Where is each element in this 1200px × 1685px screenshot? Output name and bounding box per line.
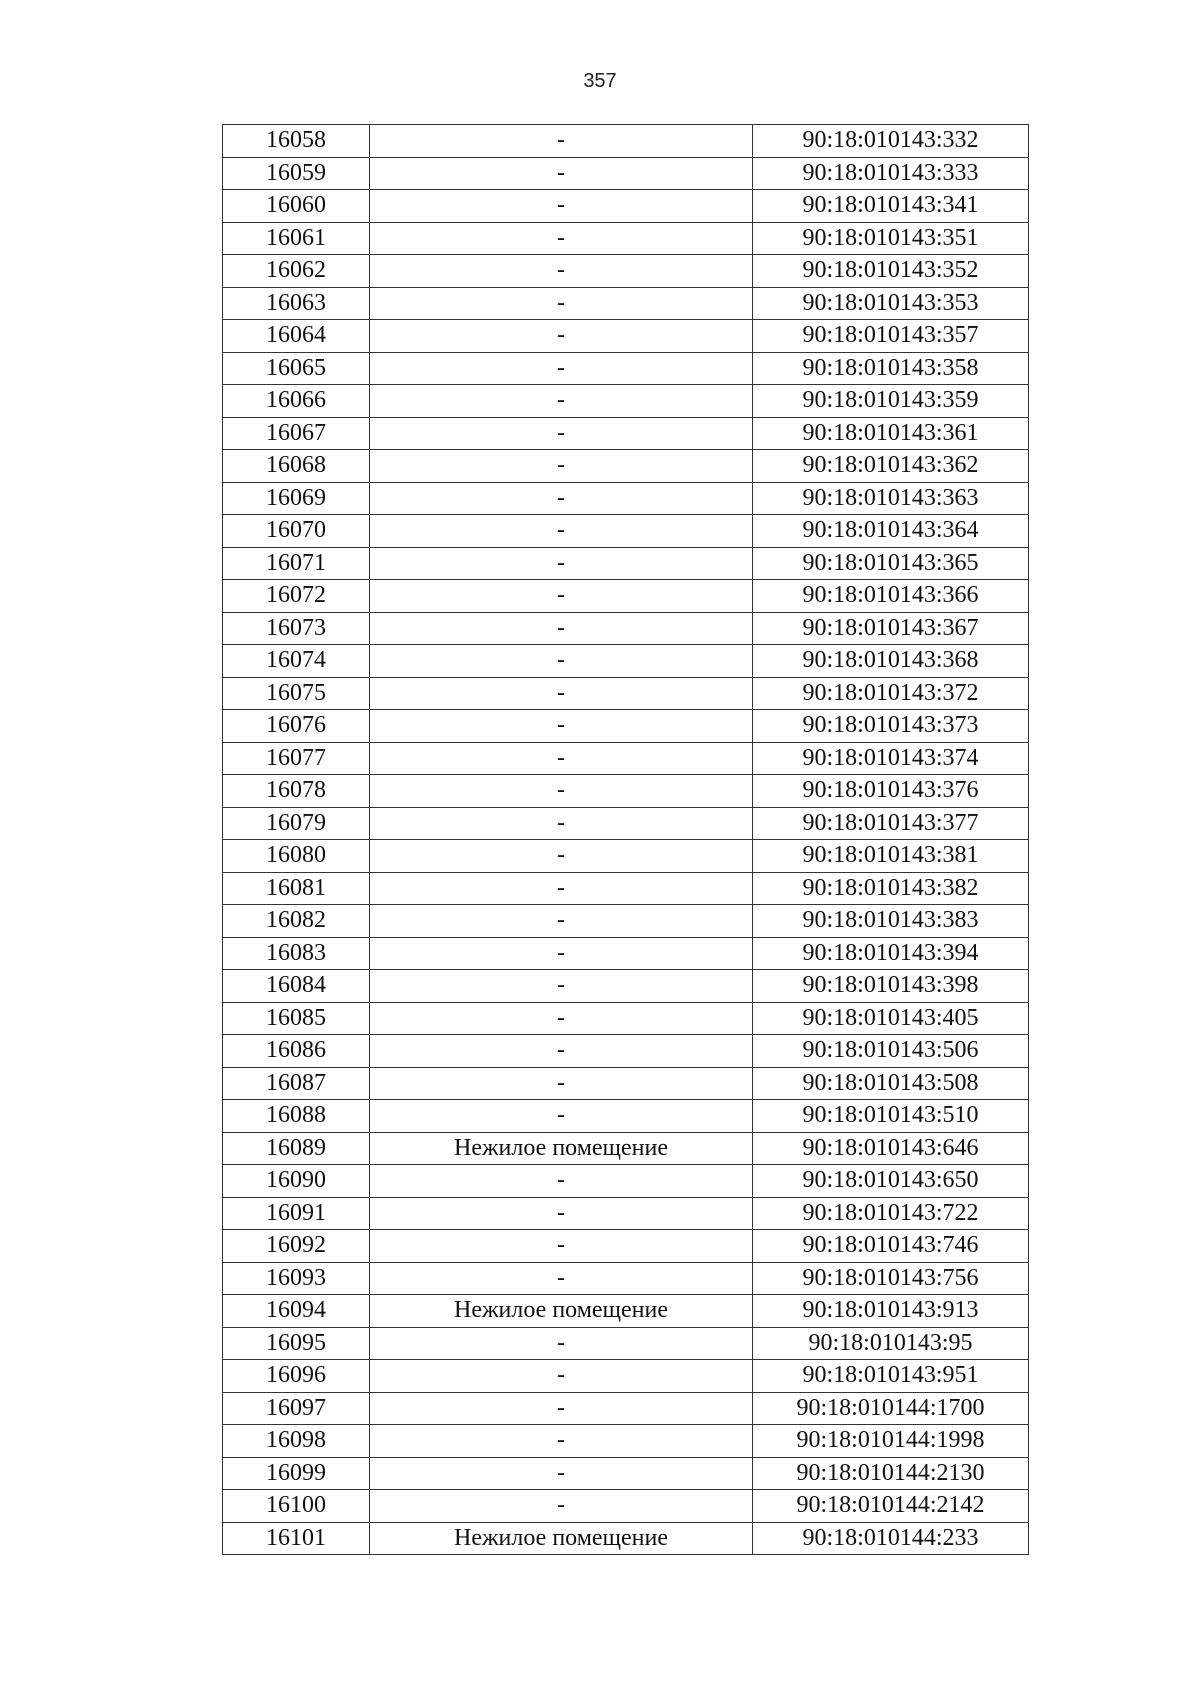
table-row — [223, 482, 1029, 515]
object-type-cell: - — [370, 190, 753, 223]
table-row — [223, 1002, 1029, 1035]
cadastral-number-cell: 90:18:010143:95 — [753, 1327, 1029, 1360]
object-type-cell: - — [370, 807, 753, 840]
cadastral-number-cell: 90:18:010143:358 — [753, 352, 1029, 385]
table-row — [223, 1067, 1029, 1100]
object-type-cell: - — [370, 222, 753, 255]
row-number-cell: 16083 — [223, 937, 370, 970]
table-row — [223, 677, 1029, 710]
cadastral-number-cell: 90:18:010143:405 — [753, 1002, 1029, 1035]
row-number-cell: 16081 — [223, 872, 370, 905]
cadastral-number-cell: 90:18:010143:746 — [753, 1230, 1029, 1263]
row-number-cell: 16079 — [223, 807, 370, 840]
table-row — [223, 970, 1029, 1003]
object-type-cell: - — [370, 1327, 753, 1360]
object-type-cell: - — [370, 1067, 753, 1100]
row-number-cell: 16078 — [223, 775, 370, 808]
row-number-cell: 16074 — [223, 645, 370, 678]
cadastral-table — [222, 124, 1029, 1555]
object-type-cell: - — [370, 352, 753, 385]
object-type-cell: - — [370, 580, 753, 613]
table-row — [223, 1035, 1029, 1068]
cadastral-number-cell: 90:18:010143:353 — [753, 287, 1029, 320]
object-type-cell: - — [370, 1392, 753, 1425]
object-type-cell: - — [370, 937, 753, 970]
object-type-cell: - — [370, 872, 753, 905]
object-type-cell: - — [370, 287, 753, 320]
cadastral-number-cell: 90:18:010143:650 — [753, 1165, 1029, 1198]
table-row — [223, 905, 1029, 938]
row-number-cell: 16080 — [223, 840, 370, 873]
object-type-cell: - — [370, 125, 753, 158]
table-row — [223, 125, 1029, 158]
table-row — [223, 1490, 1029, 1523]
row-number-cell: 16072 — [223, 580, 370, 613]
cadastral-number-cell: 90:18:010143:373 — [753, 710, 1029, 743]
cadastral-number-cell: 90:18:010143:359 — [753, 385, 1029, 418]
object-type-cell: - — [370, 1035, 753, 1068]
row-number-cell: 16063 — [223, 287, 370, 320]
cadastral-number-cell: 90:18:010143:377 — [753, 807, 1029, 840]
cadastral-number-cell: 90:18:010143:332 — [753, 125, 1029, 158]
cadastral-number-cell: 90:18:010143:333 — [753, 157, 1029, 190]
table-row — [223, 385, 1029, 418]
row-number-cell: 16087 — [223, 1067, 370, 1100]
cadastral-number-cell: 90:18:010143:722 — [753, 1197, 1029, 1230]
object-type-cell: - — [370, 482, 753, 515]
cadastral-number-cell: 90:18:010143:398 — [753, 970, 1029, 1003]
row-number-cell: 16077 — [223, 742, 370, 775]
table-row — [223, 1327, 1029, 1360]
row-number-cell: 16069 — [223, 482, 370, 515]
cadastral-number-cell: 90:18:010143:362 — [753, 450, 1029, 483]
row-number-cell: 16073 — [223, 612, 370, 645]
cadastral-number-cell: 90:18:010144:1998 — [753, 1425, 1029, 1458]
row-number-cell: 16062 — [223, 255, 370, 288]
cadastral-number-cell: 90:18:010143:364 — [753, 515, 1029, 548]
table-row — [223, 547, 1029, 580]
row-number-cell: 16095 — [223, 1327, 370, 1360]
table-row — [223, 287, 1029, 320]
object-type-cell: - — [370, 1425, 753, 1458]
table-row — [223, 255, 1029, 288]
row-number-cell: 16061 — [223, 222, 370, 255]
table-row — [223, 612, 1029, 645]
object-type-cell: - — [370, 1100, 753, 1133]
table-row — [223, 1295, 1029, 1328]
cadastral-number-cell: 90:18:010143:381 — [753, 840, 1029, 873]
row-number-cell: 16090 — [223, 1165, 370, 1198]
object-type-cell: - — [370, 1230, 753, 1263]
page-number: 357 — [583, 70, 617, 92]
object-type-cell: - — [370, 905, 753, 938]
table-row — [223, 1425, 1029, 1458]
table-row — [223, 1197, 1029, 1230]
row-number-cell: 16086 — [223, 1035, 370, 1068]
cadastral-number-cell: 90:18:010144:2142 — [753, 1490, 1029, 1523]
object-type-cell: - — [370, 1262, 753, 1295]
object-type-cell: - — [370, 677, 753, 710]
cadastral-number-cell: 90:18:010143:351 — [753, 222, 1029, 255]
row-number-cell: 16100 — [223, 1490, 370, 1523]
object-type-cell: - — [370, 1360, 753, 1393]
row-number-cell: 16058 — [223, 125, 370, 158]
cadastral-number-cell: 90:18:010143:376 — [753, 775, 1029, 808]
table-row — [223, 872, 1029, 905]
table-row — [223, 775, 1029, 808]
object-type-cell: - — [370, 320, 753, 353]
table-row — [223, 1262, 1029, 1295]
row-number-cell: 16067 — [223, 417, 370, 450]
table-row — [223, 1522, 1029, 1555]
table-row — [223, 1457, 1029, 1490]
cadastral-number-cell: 90:18:010143:361 — [753, 417, 1029, 450]
row-number-cell: 16070 — [223, 515, 370, 548]
cadastral-number-cell: 90:18:010143:341 — [753, 190, 1029, 223]
table-row — [223, 450, 1029, 483]
table-row — [223, 1392, 1029, 1425]
object-type-cell: - — [370, 645, 753, 678]
object-type-cell: - — [370, 1165, 753, 1198]
table-row — [223, 937, 1029, 970]
object-type-cell: - — [370, 255, 753, 288]
cadastral-number-cell: 90:18:010143:366 — [753, 580, 1029, 613]
object-type-cell: Нежилое помещение — [370, 1295, 753, 1328]
cadastral-number-cell: 90:18:010143:382 — [753, 872, 1029, 905]
cadastral-number-cell: 90:18:010144:1700 — [753, 1392, 1029, 1425]
table-row — [223, 840, 1029, 873]
object-type-cell: Нежилое помещение — [370, 1132, 753, 1165]
object-type-cell: - — [370, 547, 753, 580]
table-row — [223, 1165, 1029, 1198]
row-number-cell: 16085 — [223, 1002, 370, 1035]
row-number-cell: 16097 — [223, 1392, 370, 1425]
object-type-cell: - — [370, 385, 753, 418]
cadastral-number-cell: 90:18:010143:506 — [753, 1035, 1029, 1068]
table-row — [223, 417, 1029, 450]
cadastral-number-cell: 90:18:010144:2130 — [753, 1457, 1029, 1490]
object-type-cell: - — [370, 1457, 753, 1490]
cadastral-number-cell: 90:18:010143:352 — [753, 255, 1029, 288]
cadastral-number-cell: 90:18:010143:374 — [753, 742, 1029, 775]
object-type-cell: - — [370, 742, 753, 775]
table-row — [223, 1132, 1029, 1165]
object-type-cell: Нежилое помещение — [370, 1522, 753, 1555]
object-type-cell: - — [370, 417, 753, 450]
table-row — [223, 1360, 1029, 1393]
row-number-cell: 16098 — [223, 1425, 370, 1458]
table-row — [223, 515, 1029, 548]
table-row — [223, 1230, 1029, 1263]
cadastral-number-cell: 90:18:010143:365 — [753, 547, 1029, 580]
cadastral-number-cell: 90:18:010143:510 — [753, 1100, 1029, 1133]
row-number-cell: 16066 — [223, 385, 370, 418]
table-row — [223, 1100, 1029, 1133]
cadastral-number-cell: 90:18:010143:357 — [753, 320, 1029, 353]
row-number-cell: 16084 — [223, 970, 370, 1003]
row-number-cell: 16096 — [223, 1360, 370, 1393]
row-number-cell: 16093 — [223, 1262, 370, 1295]
cadastral-number-cell: 90:18:010143:913 — [753, 1295, 1029, 1328]
table-row — [223, 157, 1029, 190]
cadastral-number-cell: 90:18:010143:372 — [753, 677, 1029, 710]
row-number-cell: 16059 — [223, 157, 370, 190]
table-row — [223, 645, 1029, 678]
table-row — [223, 190, 1029, 223]
table-row — [223, 742, 1029, 775]
row-number-cell: 16089 — [223, 1132, 370, 1165]
cadastral-number-cell: 90:18:010143:367 — [753, 612, 1029, 645]
cadastral-number-cell: 90:18:010143:646 — [753, 1132, 1029, 1165]
object-type-cell: - — [370, 612, 753, 645]
table-row — [223, 710, 1029, 743]
row-number-cell: 16075 — [223, 677, 370, 710]
object-type-cell: - — [370, 710, 753, 743]
cadastral-number-cell: 90:18:010143:951 — [753, 1360, 1029, 1393]
cadastral-number-cell: 90:18:010143:756 — [753, 1262, 1029, 1295]
table-row — [223, 352, 1029, 385]
object-type-cell: - — [370, 775, 753, 808]
object-type-cell: - — [370, 450, 753, 483]
table-row — [223, 320, 1029, 353]
row-number-cell: 16099 — [223, 1457, 370, 1490]
object-type-cell: - — [370, 515, 753, 548]
row-number-cell: 16076 — [223, 710, 370, 743]
row-number-cell: 16068 — [223, 450, 370, 483]
row-number-cell: 16065 — [223, 352, 370, 385]
object-type-cell: - — [370, 157, 753, 190]
row-number-cell: 16094 — [223, 1295, 370, 1328]
row-number-cell: 16088 — [223, 1100, 370, 1133]
table-body — [223, 125, 1029, 1555]
table-row — [223, 580, 1029, 613]
object-type-cell: - — [370, 1002, 753, 1035]
row-number-cell: 16101 — [223, 1522, 370, 1555]
row-number-cell: 16064 — [223, 320, 370, 353]
row-number-cell: 16071 — [223, 547, 370, 580]
cadastral-number-cell: 90:18:010144:233 — [753, 1522, 1029, 1555]
object-type-cell: - — [370, 840, 753, 873]
row-number-cell: 16082 — [223, 905, 370, 938]
object-type-cell: - — [370, 1197, 753, 1230]
cadastral-number-cell: 90:18:010143:363 — [753, 482, 1029, 515]
cadastral-number-cell: 90:18:010143:383 — [753, 905, 1029, 938]
cadastral-number-cell: 90:18:010143:394 — [753, 937, 1029, 970]
cadastral-number-cell: 90:18:010143:368 — [753, 645, 1029, 678]
object-type-cell: - — [370, 1490, 753, 1523]
table-row — [223, 222, 1029, 255]
row-number-cell: 16092 — [223, 1230, 370, 1263]
table-row — [223, 807, 1029, 840]
object-type-cell: - — [370, 970, 753, 1003]
row-number-cell: 16091 — [223, 1197, 370, 1230]
row-number-cell: 16060 — [223, 190, 370, 223]
cadastral-number-cell: 90:18:010143:508 — [753, 1067, 1029, 1100]
